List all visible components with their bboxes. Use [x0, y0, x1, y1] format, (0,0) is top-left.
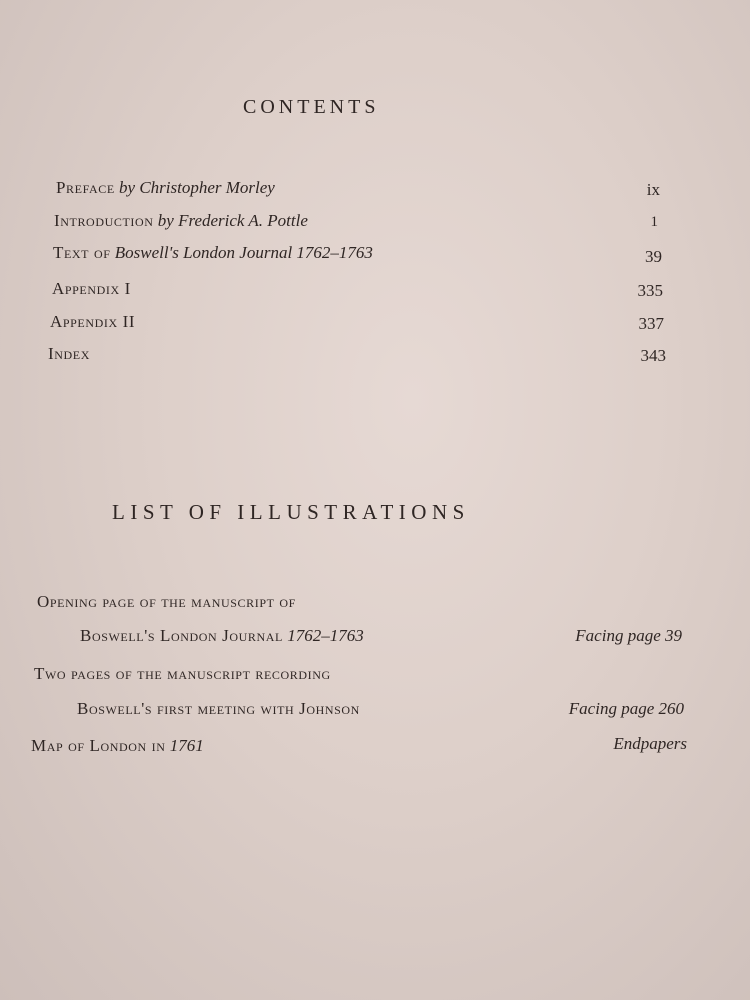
entry-label: Preface — [56, 178, 115, 197]
illustration-2-location: Facing page 260 — [568, 699, 684, 718]
illustration-1-line-1: Opening page of the manuscript of — [37, 592, 296, 611]
illustration-title: Boswell's London Journal — [80, 626, 283, 645]
illustration-1-location: Facing page 39 — [575, 626, 682, 645]
entry-label: Text of — [53, 243, 111, 262]
contents-page-introduction: 1 — [650, 214, 658, 230]
contents-entry-text — [53, 243, 373, 263]
contents-page-index: 343 — [640, 346, 666, 365]
illustration-title: Map of London in — [31, 736, 166, 755]
entry-title: Boswell's London Journal 1762–1763 — [114, 243, 373, 262]
contents-page-appendix-1: 335 — [637, 281, 663, 300]
illustration-1-line-2 — [80, 626, 364, 646]
contents-page-text: 39 — [645, 247, 662, 266]
contents-page-preface: ix — [646, 180, 660, 199]
illustration-3-location: Endpapers — [613, 734, 687, 753]
illustration-year: 1761 — [169, 736, 204, 755]
contents-page-appendix-2: 337 — [638, 314, 664, 333]
illustration-3-line-1 — [31, 736, 204, 756]
entry-author: by Christopher Morley — [119, 178, 275, 197]
contents-heading: CONTENTS — [243, 96, 380, 118]
contents-entry-appendix-1: Appendix I — [52, 279, 131, 298]
illustration-2-line-1: Two pages of the manuscript recording — [34, 664, 331, 683]
entry-label: Introduction — [54, 211, 154, 230]
contents-entry-appendix-2: Appendix II — [50, 312, 136, 331]
contents-entry-preface — [56, 178, 275, 198]
contents-entry-introduction — [54, 211, 308, 231]
illustration-years: 1762–1763 — [287, 626, 364, 645]
entry-author: by Frederick A. Pottle — [157, 211, 308, 230]
illustrations-heading: LIST OF ILLUSTRATIONS — [112, 500, 470, 524]
contents-entry-index: Index — [48, 344, 90, 363]
illustration-2-line-2: Boswell's first meeting with Johnson — [77, 699, 360, 718]
